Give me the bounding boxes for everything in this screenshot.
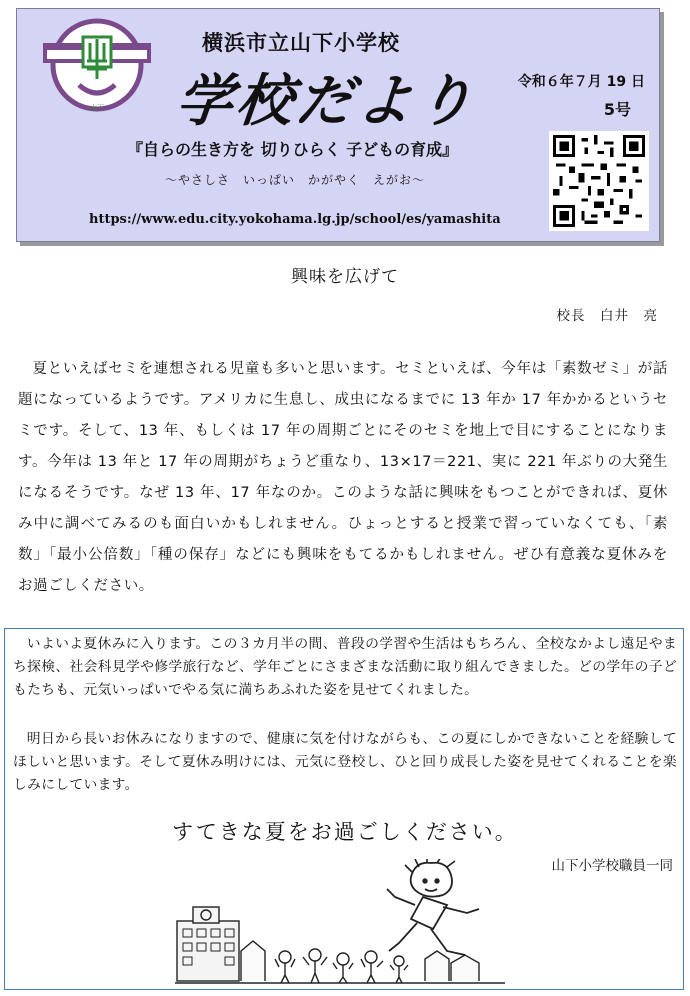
issue-number: 5号 [603,100,631,119]
children-playing-illustration-icon [175,859,505,989]
message-paragraph: 明日から長いお休みになりますので、健康に気を付けながらも、この夏にしかできないことを経験してほしいと思います。そして夏休み明けには、元気に登校し、ひと回り成長した姿を見せてくれることを楽しみにしています。 [13,731,677,793]
qr-code-icon[interactable] [549,131,649,231]
school-emblem-icon [41,15,153,113]
newsletter-title: 学校だより [173,69,480,134]
header-banner [16,8,660,242]
school-submotto: ～やさしさ いっぱい かがやく えがお～ [165,173,426,187]
school-name: 横浜市立山下小学校 [202,31,400,55]
school-motto: 『自らの生き方を 切りひらく 子どもの育成』 [127,140,459,159]
svg-text:山下: 山下 [90,104,104,112]
article-body: 夏といえばセミを連想される児童も多いと思います。セミといえば、今年は「素数ゼミ」が話題になっているようです。アメリカに生息し、成虫になるまでに 13 年か 17 年かかるというセミです。そして、13 年、もしくは 17 年の周期ごとにそのセミを地上で目にすることになります。今年は 13 年と 17 年の周期がちょうど重なり、13×17＝221、実に 221 年ぶりの大発生になるそうです。なぜ 13 年、17 年なのか。このような話に興味をもつことができれば、夏休み中に調べてみるのも面白いかもしれません。ひょっとすると授業で習っていなくても、「素数」「最小公倍数」「種の保存」などにも興味をもてるかもしれません。ぜひ有意義な夏休みをお過ごしください。 [18,361,668,594]
school-url-link[interactable]: https://www.edu.city.yokohama.lg.jp/school/es/yamashita [89,212,501,227]
article-author: 校長 白井 亮 [556,308,658,324]
message-paragraph: いよいよ夏休みに入ります。この３カ月半の間、普段の学習や生活はもちろん、全校なかよし遠足やまち探検、社会科見学や修学旅行など、学年ごとにさまざまな活動に取り組んできました。どの学年の子どもたちも、元気いっぱいでやる気に満ちあふれた姿を見せてくれました。 [13,636,677,698]
closing-greeting: すてきな夏をお過ごしください。 [172,820,518,844]
article-title: 興味を広げて [291,267,399,287]
issue-date: 令和６年７月 19 日 [517,74,645,90]
summer-message-box [4,628,684,990]
staff-signature: 山下小学校職員一同 [551,858,673,874]
